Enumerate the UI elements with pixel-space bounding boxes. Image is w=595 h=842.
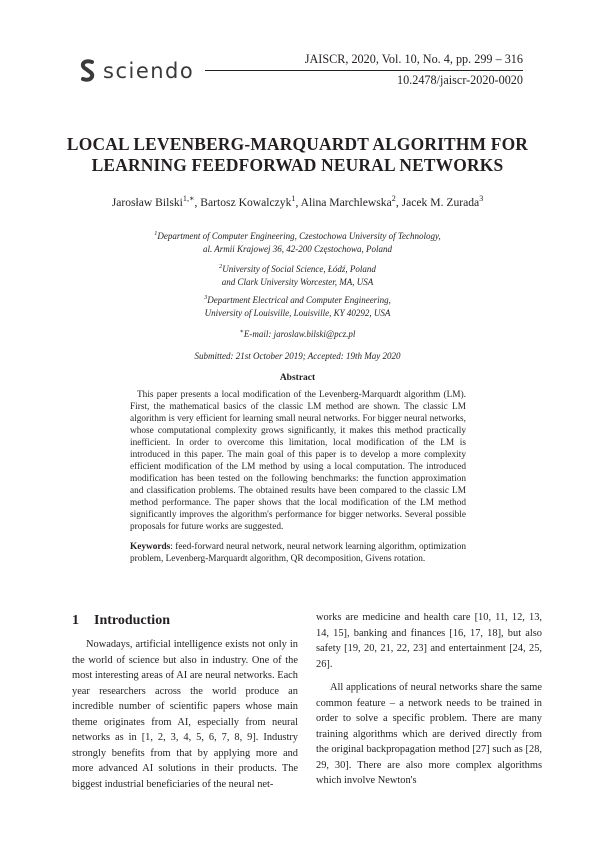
author: Jacek M. Zurada$^3$ xyxy=(401,194,484,209)
submission-dates: Submitted: 21st October 2019; Accepted: 19th May 2020 xyxy=(194,351,401,361)
doi: 10.2478/jaiscr-2020-0020 xyxy=(396,73,523,87)
left-column xyxy=(72,637,298,792)
affiliation-2: $^2$University of Social Science, Łódź, Poland and Clark University Worcester, MA, USA xyxy=(219,263,376,287)
affiliation-1: $^1$Department of Computer Engineering, Czestochowa University of Technology, al. Armii Krajowej 36, 42-200 Częstochowa, Poland xyxy=(154,230,441,254)
corresponding-email: ∗E-mail: jaroslaw.bilski@pcz.pl xyxy=(239,328,356,339)
intro-paragraph-1: Nowadays, artificial intelligence exists not only in the world of science but also in industry. One of the most interesting areas of AI are neural networks. Each year researchers across the world produce an incredible number of scientific papers whose main theme originates from AI, especially from neural networks as in [1, 2, 3, 4, 5, 6, 7, 8, 9]. Industry strongly benefits from that by applying more and more advanced AI solutions in their products. The biggest industrial beneficiaries of the neural net- xyxy=(72,639,298,790)
journal-citation: JAISCR, 2020, Vol. 10, No. 4, pp. 299 – 316 xyxy=(304,52,523,66)
sciendo-logo-icon xyxy=(79,59,96,83)
author: Jarosław Bilski$^{1,∗}$, xyxy=(111,194,201,209)
logo-text: sciendo xyxy=(103,59,195,83)
title-line-2: LEARNING FEEDFORWAD NEURAL NETWORKS xyxy=(91,155,504,175)
paper-title xyxy=(40,134,555,176)
keywords-text: : feed-forward neural network, neural network learning algorithm, optimization problem, Levenberg-Marquardt algorithm, QR decomposition, Givens rotation. xyxy=(130,542,466,564)
right-column xyxy=(316,610,542,789)
author: Bartosz Kowalczyk$^1$, xyxy=(200,194,301,209)
section-title: Introduction xyxy=(94,613,170,628)
header-rule xyxy=(205,70,523,71)
abstract-body xyxy=(130,389,466,533)
abstract-text: This paper presents a local modification of the Levenberg-Marquardt algorithm (LM). First, the mathematical basics of the classic LM method are shown. The classic LM algorithm is very efficient for learning small neural networks. For bigger neural networks, whose computational complexity grows significantly, it makes this method practically inefficient. In order to overcome this limitation, local modification of the LM is introduced in this paper. The main goal of this paper is to develop a more complexity efficient modification of the LM method by using a local computation. The introduced modification has been tested on the following benchmarks: the function approximation and classification problems. The obtained results have been compared to the classic LM method performance. The paper shows that the local modification of the LM method significantly improves the algorithm's performance for bigger networks. Several possible proposals for future works are suggested. xyxy=(130,390,466,532)
intro-paragraph-1-continued: works are medicine and health care [10, 11, 12, 13, 14, 15], banking and finances [16, 17, 18], but also safety [19, 20, 21, 22, 23] and entertainment [24, 25, 26]. xyxy=(316,612,542,670)
abstract-heading: Abstract xyxy=(279,373,316,383)
keywords-label: Keywords xyxy=(130,542,171,552)
title-line-1: LOCAL LEVENBERG-MARQUARDT ALGORITHM FOR xyxy=(66,134,529,154)
affiliation-3: $^3$Department Electrical and Computer Engineering, University of Louisville, Louisville, KY 40292, USA xyxy=(204,294,391,318)
keywords xyxy=(130,541,466,565)
author: Alina Marchlewska$^2$, xyxy=(300,194,402,209)
publisher-logo xyxy=(79,58,194,84)
author-list xyxy=(40,196,555,209)
section-number: 1 xyxy=(72,613,79,628)
intro-paragraph-2: All applications of neural networks share the same common feature – a network needs to be trained in order to solve a specific problem. There are many training algorithms which are derived directly from the original backpropagation method [27] such as [28, 29, 30]. There are also more complex algorithms which involve Newton's xyxy=(316,682,542,786)
